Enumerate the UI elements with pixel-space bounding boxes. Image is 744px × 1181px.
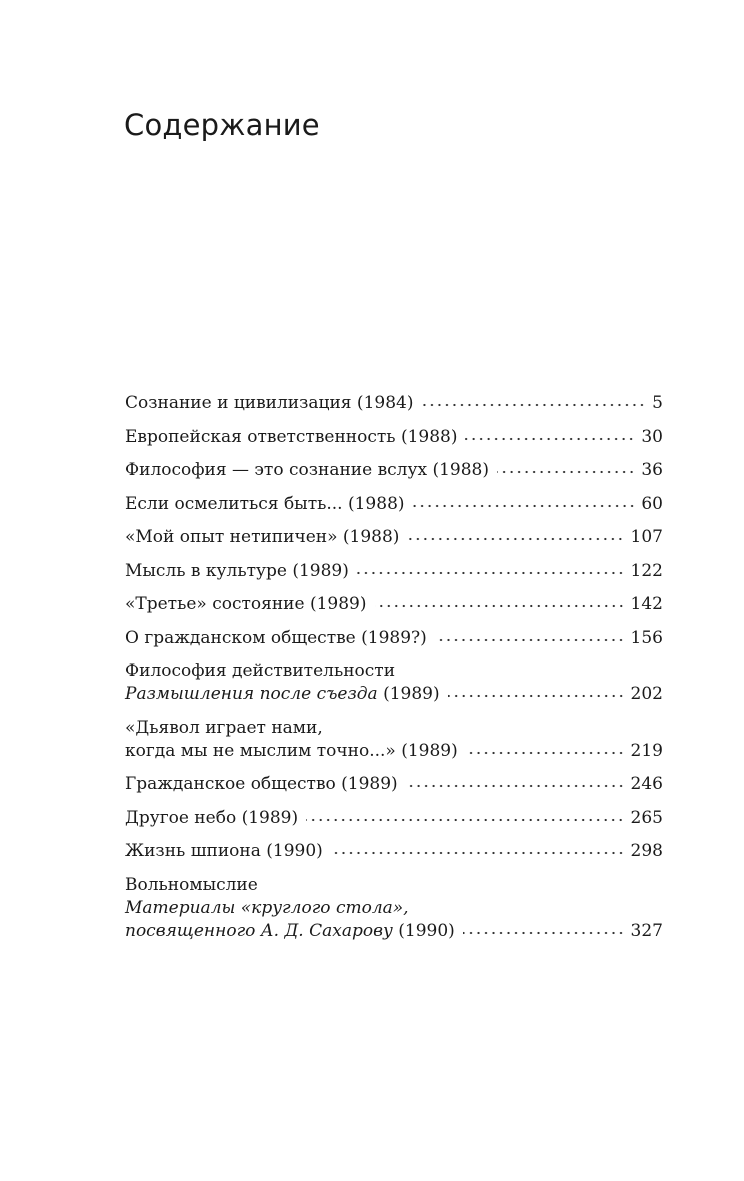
toc-entry[interactable] xyxy=(125,660,663,706)
entry-title-text: Европейская ответственность (1988) xyxy=(125,426,458,447)
entry-title xyxy=(125,773,398,796)
entry-title xyxy=(125,807,298,830)
page-number: 142 xyxy=(630,594,663,614)
page-number: 107 xyxy=(630,527,663,547)
toc-entry[interactable] xyxy=(125,773,663,796)
entry-last-line xyxy=(125,683,663,706)
dot-leader xyxy=(413,503,636,509)
toc-entry[interactable] xyxy=(125,593,663,616)
toc-entry[interactable] xyxy=(125,560,663,583)
entry-title xyxy=(125,560,349,583)
entry-title xyxy=(125,526,399,549)
entry-last-line xyxy=(125,773,663,796)
entry-last-line xyxy=(125,840,663,863)
entry-subtitle-italic: посвященного А. Д. Сахарову xyxy=(125,920,393,941)
toc-entry[interactable] xyxy=(125,493,663,516)
toc-entry[interactable] xyxy=(125,627,663,650)
entry-title-line: Философия действительности xyxy=(125,661,396,681)
entry-last-line xyxy=(125,740,663,763)
dot-leader xyxy=(463,930,625,936)
entry-last-line xyxy=(125,526,663,549)
page-number: 219 xyxy=(630,740,663,761)
entry-last-line xyxy=(125,593,663,616)
page-number: 60 xyxy=(641,493,663,514)
page-number: 202 xyxy=(630,684,663,704)
dot-leader xyxy=(448,693,625,699)
dot-leader xyxy=(466,750,625,756)
entry-title-text: «Мой опыт нетипичен» (1988) xyxy=(125,527,400,547)
entry-title-text: «Третье» состояние (1989) xyxy=(125,594,367,614)
entry-title xyxy=(125,920,455,943)
entry-title-text: Мысль в культуре (1989) xyxy=(125,560,349,581)
toc-entry[interactable] xyxy=(125,807,663,830)
entry-last-line xyxy=(125,627,663,650)
dot-leader xyxy=(306,817,624,823)
dot-leader xyxy=(465,436,635,442)
entry-title-text: Гражданское общество (1989) xyxy=(125,774,398,794)
toc-entry[interactable] xyxy=(125,392,663,415)
entry-title-text: (1989) xyxy=(377,684,440,704)
entry-title-line: Материалы «круглого стола», xyxy=(125,897,409,918)
page-number: 122 xyxy=(630,560,663,581)
entry-title-text: Философия — это сознание вслух (1988) xyxy=(125,460,489,480)
dot-leader xyxy=(497,469,635,475)
entry-title-text: когда мы не мыслим точно...» (1989) xyxy=(125,740,458,761)
entry-title xyxy=(125,840,323,863)
entry-last-line xyxy=(125,920,663,943)
page-number: 246 xyxy=(630,774,663,794)
entry-last-line xyxy=(125,426,663,449)
page-title: Содержание xyxy=(124,108,320,142)
entry-last-line xyxy=(125,560,663,583)
entry-title-line: Вольномыслие xyxy=(125,874,258,895)
entry-last-line xyxy=(125,459,663,482)
entry-subtitle-italic: Размышления после съезда xyxy=(125,684,378,704)
dot-leader xyxy=(406,783,625,789)
toc-entry[interactable] xyxy=(125,874,663,943)
entry-title xyxy=(125,493,405,516)
page-number: 30 xyxy=(641,426,663,447)
dot-leader xyxy=(435,637,625,643)
entry-title xyxy=(125,683,440,706)
entry-title-line: «Дьявол играет нами, xyxy=(125,717,323,738)
entry-title xyxy=(125,593,367,616)
entry-title-text: О гражданском обществе (1989?) xyxy=(125,627,427,648)
dot-leader xyxy=(407,536,624,542)
table-of-contents xyxy=(125,392,663,953)
dot-leader xyxy=(357,570,625,576)
entry-title-text: Если осмелиться быть... (1988) xyxy=(125,493,405,514)
page-number: 327 xyxy=(630,920,663,941)
entry-title xyxy=(125,627,427,650)
entry-title xyxy=(125,459,489,482)
dot-leader xyxy=(331,850,625,856)
entry-title-text: Другое небо (1989) xyxy=(125,807,299,828)
page-number: 36 xyxy=(641,460,663,480)
toc-entry[interactable] xyxy=(125,717,663,763)
toc-entry[interactable] xyxy=(125,840,663,863)
entry-last-line xyxy=(125,807,663,830)
toc-entry[interactable] xyxy=(125,526,663,549)
toc-entry[interactable] xyxy=(125,459,663,482)
page-number: 265 xyxy=(630,807,663,828)
toc-entry[interactable] xyxy=(125,426,663,449)
dot-leader xyxy=(375,603,625,609)
page-number: 298 xyxy=(630,841,663,861)
page-number: 156 xyxy=(630,627,663,648)
entry-title-text: Сознание и цивилизация (1984) xyxy=(125,393,414,413)
entry-title xyxy=(125,392,413,415)
entry-title xyxy=(125,426,457,449)
entry-title xyxy=(125,740,458,763)
page-number: 5 xyxy=(652,393,663,413)
entry-last-line xyxy=(125,392,663,415)
entry-title-text: (1990) xyxy=(392,920,455,941)
dot-leader xyxy=(421,402,646,408)
entry-title-text: Жизнь шпиона (1990) xyxy=(125,841,323,861)
entry-last-line xyxy=(125,493,663,516)
